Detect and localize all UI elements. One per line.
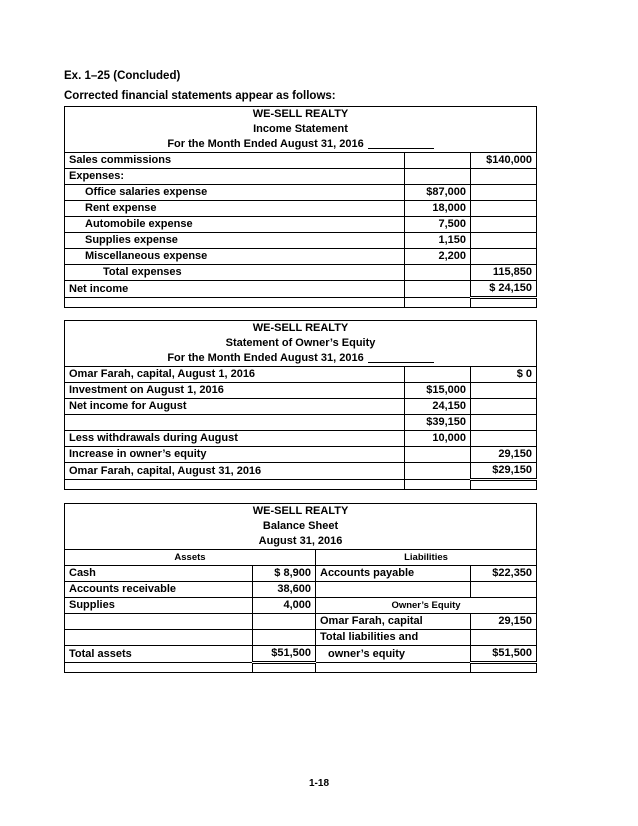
table-row [65, 463, 537, 480]
intro-text: Corrected financial statements appear as follows: [64, 90, 336, 102]
expense-value: 2,200 [405, 249, 471, 265]
table-row [65, 185, 537, 201]
accounts-payable-value: $22,350 [471, 566, 537, 582]
expense-value: 1,150 [405, 233, 471, 249]
withdrawals-label: Less withdrawals during August [65, 431, 405, 447]
table-row [65, 614, 537, 630]
statement-title: Statement of Owner’s Equity [65, 336, 537, 351]
expense-value: $87,000 [405, 185, 471, 201]
table-row [65, 431, 537, 447]
statement-title: Income Statement [65, 122, 537, 137]
table-row [65, 233, 537, 249]
statement-date: August 31, 2016 [65, 534, 537, 550]
total-le-label-line1: Total liabilities and [316, 630, 471, 646]
sales-label: Sales commissions [65, 153, 405, 169]
balance-sheet [64, 503, 537, 673]
expense-label: Rent expense [65, 201, 405, 217]
total-expenses-value: 115,850 [471, 265, 537, 281]
table-row [65, 447, 537, 463]
expense-value: 7,500 [405, 217, 471, 233]
assets-header: Assets [65, 550, 316, 566]
supplies-label: Supplies [65, 598, 253, 614]
accounts-payable-label: Accounts payable [316, 566, 471, 582]
total-assets-label: Total assets [65, 646, 253, 663]
table-row [65, 582, 537, 598]
table-row [65, 201, 537, 217]
total-expenses-label: Total expenses [65, 265, 405, 281]
exercise-heading: Ex. 1–25 (Concluded) [64, 70, 181, 82]
net-income-label: Net income [65, 281, 405, 298]
investment-label: Investment on August 1, 2016 [65, 383, 405, 399]
net-income-value: $ 24,150 [471, 281, 537, 298]
table-row [65, 217, 537, 233]
ending-capital-label: Omar Farah, capital, August 31, 2016 [65, 463, 405, 480]
company-name: WE-SELL REALTY [65, 321, 537, 337]
table-row [65, 153, 537, 169]
table-row [65, 383, 537, 399]
table-row [65, 630, 537, 646]
company-name: WE-SELL REALTY [65, 504, 537, 520]
supplies-value: 4,000 [253, 598, 316, 614]
investment-value: $15,000 [405, 383, 471, 399]
table-row [65, 566, 537, 582]
statement-period: For the Month Ended August 31, 2016 [65, 137, 537, 153]
ending-capital-value: $29,150 [471, 463, 537, 480]
table-row [65, 646, 537, 663]
expense-label: Automobile expense [65, 217, 405, 233]
net-income-value: 24,150 [405, 399, 471, 415]
expense-label: Miscellaneous expense [65, 249, 405, 265]
cash-value: $ 8,900 [253, 566, 316, 582]
table-row [65, 265, 537, 281]
table-row [65, 249, 537, 265]
increase-value: 29,150 [471, 447, 537, 463]
accounts-receivable-label: Accounts receivable [65, 582, 253, 598]
sales-value: $140,000 [471, 153, 537, 169]
liabilities-header: Liabilities [316, 550, 537, 566]
expense-label: Supplies expense [65, 233, 405, 249]
cash-label: Cash [65, 566, 253, 582]
income-statement [64, 106, 537, 308]
expense-label: Office salaries expense [65, 185, 405, 201]
increase-label: Increase in owner’s equity [65, 447, 405, 463]
owners-equity-header: Owner’s Equity [316, 598, 537, 614]
total-le-label-line2: owner’s equity [316, 646, 471, 663]
table-row [65, 169, 537, 185]
table-row [65, 281, 537, 298]
net-income-label: Net income for August [65, 399, 405, 415]
accounts-receivable-value: 38,600 [253, 582, 316, 598]
table-row [65, 550, 537, 566]
capital-label: Omar Farah, capital [316, 614, 471, 630]
subtotal-value: $39,150 [405, 415, 471, 431]
statement-period: For the Month Ended August 31, 2016 [65, 351, 537, 367]
page-number: 1-18 [308, 778, 329, 789]
total-le-value: $51,500 [471, 646, 537, 663]
expense-value: 18,000 [405, 201, 471, 217]
withdrawals-value: 10,000 [405, 431, 471, 447]
owners-equity-statement [64, 320, 537, 490]
expenses-label: Expenses: [65, 169, 405, 185]
table-row [65, 415, 537, 431]
table-row [65, 399, 537, 415]
table-row [65, 598, 537, 614]
beginning-capital-label: Omar Farah, capital, August 1, 2016 [65, 367, 405, 383]
total-assets-value: $51,500 [253, 646, 316, 663]
company-name: WE-SELL REALTY [65, 107, 537, 123]
beginning-capital-value: $ 0 [471, 367, 537, 383]
capital-value: 29,150 [471, 614, 537, 630]
statement-title: Balance Sheet [65, 519, 537, 534]
table-row [65, 367, 537, 383]
